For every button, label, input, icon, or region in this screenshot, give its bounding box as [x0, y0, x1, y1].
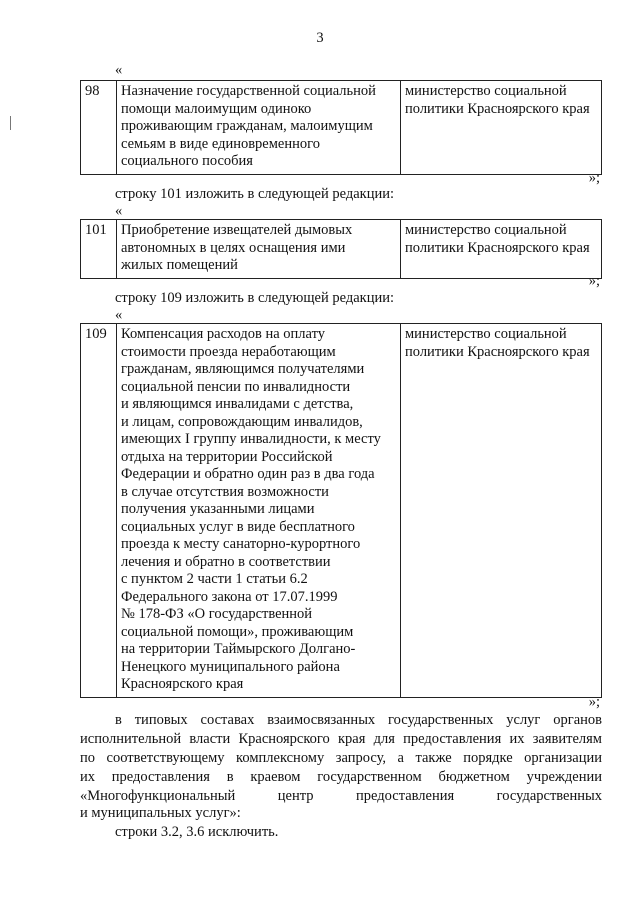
description-line: лечения и обратно в соответствии	[121, 553, 331, 570]
close-quote: »;	[588, 273, 600, 289]
description-line: Ненецкого муниципального района	[121, 658, 340, 675]
table-row-109	[80, 323, 602, 698]
open-quote: «	[115, 62, 123, 78]
row-department	[401, 220, 602, 279]
description-line: с пунктом 2 части 1 статьи 6.2	[121, 571, 308, 587]
department-line: политики Красноярского края	[405, 239, 590, 256]
final-instruction: строки 3.2, 3.6 исключить.	[115, 824, 279, 840]
table-row-101	[80, 219, 602, 279]
description-line: в случае отсутствия возможности	[121, 483, 329, 500]
description-line: Красноярского края	[121, 676, 244, 692]
description-line: социальных услуг в виде бесплатного	[121, 518, 355, 535]
description-line: стоимости проезда неработающим	[121, 343, 336, 360]
description-line: проезда к месту санаторно-курортного	[121, 536, 361, 552]
description-line: и являющимся инвалидами с детства,	[121, 396, 354, 412]
paragraph-line: исполнительной власти Красноярского края для предоставления их заявителям	[80, 731, 602, 747]
instruction-row-101: строку 101 изложить в следующей редакции:	[115, 186, 394, 202]
description-line: Назначение государственной социальной	[121, 83, 376, 99]
description-line: семьям в виде единовременного	[121, 135, 320, 152]
row-department	[401, 324, 602, 698]
description-line: Компенсация расходов на оплату	[121, 326, 325, 342]
description-line: № 178-ФЗ «О государственной	[121, 606, 313, 622]
department-line: политики Красноярского края	[405, 343, 590, 360]
description-line: Федерального закона от 17.07.1999	[121, 588, 338, 605]
open-quote: «	[115, 307, 123, 323]
description-line: получения указанными лицами	[121, 501, 315, 517]
page-number: 3	[316, 30, 324, 46]
table-row-98	[80, 80, 602, 175]
description-line: отдыха на территории Российской	[121, 448, 333, 465]
description-line: социального пособия	[121, 153, 253, 169]
description-line: и лицам, сопровождающим инвалидов,	[121, 413, 363, 430]
paragraph-line: по соответствующему комплексному запросу, а также порядке организации	[80, 750, 602, 766]
row-number: 98	[81, 81, 117, 175]
description-line: Приобретение извещателей дымовых	[121, 222, 353, 238]
paragraph-line: их предоставления в краевом государственном бюджетном учреждении	[80, 769, 602, 785]
description-line: на территории Таймырского Долгано-	[121, 641, 356, 657]
paragraph-line: в типовых составах взаимосвязанных государственных услуг органов	[115, 712, 602, 728]
department-line: министерство социальной	[405, 222, 567, 238]
row-description	[117, 324, 401, 698]
description-line: социальной помощи», проживающим	[121, 623, 354, 640]
row-description	[117, 220, 401, 279]
paragraph-line: и муниципальных услуг»:	[80, 805, 241, 821]
row-description	[117, 81, 401, 175]
description-line: социальной пенсии по инвалидности	[121, 378, 351, 395]
open-quote: «	[115, 203, 123, 219]
description-line: помощи малоимущим одиноко	[121, 100, 312, 117]
department-line: политики Красноярского края	[405, 100, 590, 117]
row-number: 101	[81, 220, 117, 279]
close-quote: »;	[588, 170, 600, 186]
department-line: министерство социальной	[405, 326, 567, 342]
close-quote: »;	[588, 694, 600, 710]
description-line: Федерации и обратно один раз в два года	[121, 466, 375, 482]
row-number: 109	[81, 324, 117, 698]
description-line: имеющих I группу инвалидности, к месту	[121, 431, 381, 447]
description-line: жилых помещений	[121, 257, 238, 273]
row-department	[401, 81, 602, 175]
scan-artifact	[10, 116, 11, 130]
department-line: министерство социальной	[405, 83, 567, 99]
paragraph-line: «Многофункциональный центр предоставления государственных	[80, 788, 602, 804]
description-line: гражданам, являющимся получателями	[121, 361, 365, 377]
description-line: проживающим гражданам, малоимущим	[121, 118, 373, 134]
instruction-row-109: строку 109 изложить в следующей редакции:	[115, 290, 394, 306]
description-line: автономных в целях оснащения ими	[121, 239, 346, 256]
